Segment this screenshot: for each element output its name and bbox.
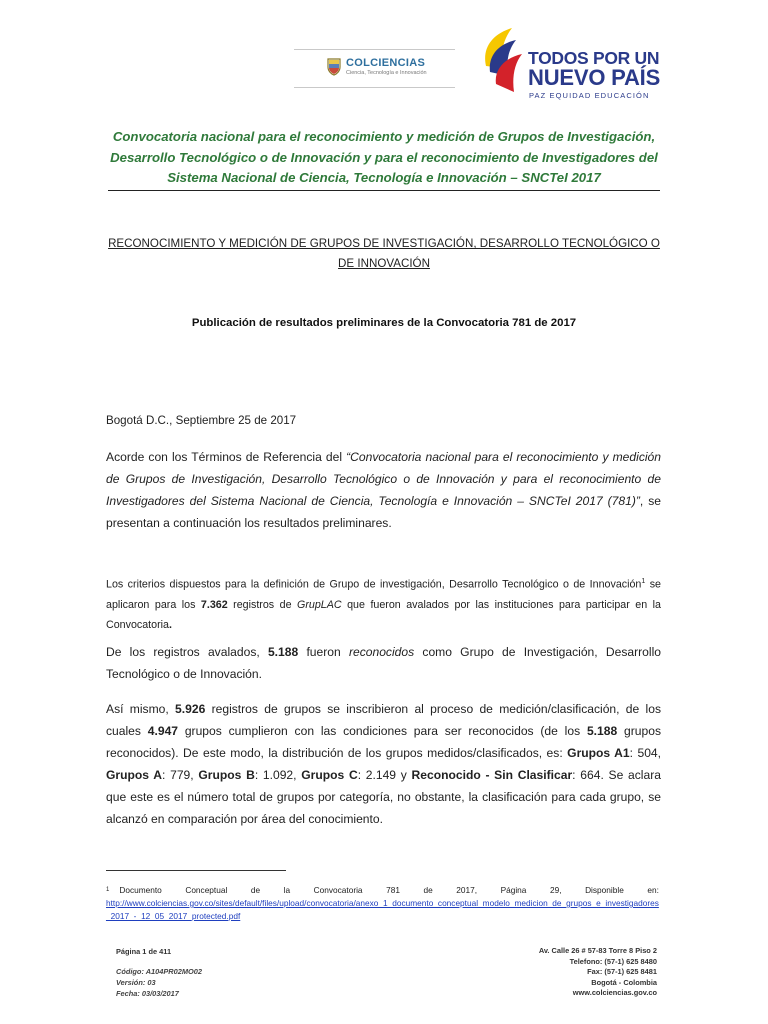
intro-tail: , se presentan a continuación los resultados preliminares. bbox=[106, 494, 661, 530]
footer-phone: Telefono: (57-1) 625 8480 bbox=[569, 956, 657, 966]
recognized-text: fueron bbox=[298, 645, 349, 659]
doc-code: Código: A104PR02MO02 bbox=[116, 967, 202, 976]
doc-date: Fecha: 03/03/2017 bbox=[116, 989, 179, 998]
criteria-paragraph bbox=[106, 572, 661, 635]
footnote bbox=[106, 884, 659, 923]
footnote-word: Convocatoria bbox=[313, 885, 363, 895]
footnote-word: la bbox=[283, 885, 291, 895]
recognized-unclassified-value: : 664 bbox=[572, 768, 601, 782]
recognized-count: 5.188 bbox=[267, 645, 299, 659]
title-line: Sistema Nacional de Ciencia, Tecnología e Innovación – SNCTeI 2017 bbox=[167, 170, 601, 185]
footnote-word: en: bbox=[647, 885, 659, 895]
slogan-line-2: NUEVO PAÍS bbox=[528, 65, 661, 90]
slogan-line-3: PAZ EQUIDAD EDUCACIÓN bbox=[529, 91, 650, 100]
footnote-marker[interactable]: 1 bbox=[641, 578, 646, 585]
colciencias-name: COLCIENCIAS bbox=[346, 57, 426, 69]
footer-fax: Fax: (57-1) 625 8481 bbox=[587, 967, 657, 977]
page-number: Página 1 de 411 bbox=[116, 947, 172, 956]
group-c-value: : 2.149 y bbox=[357, 768, 412, 782]
footer-left bbox=[116, 946, 202, 999]
footnote-word: 2017, bbox=[456, 885, 478, 895]
criteria-text: se aplicaron para los bbox=[106, 578, 662, 611]
classification-text: grupos reconocidos). De este modo, la distribución de los grupos medidos/clasificados, es: bbox=[106, 724, 661, 760]
criteria-end: . bbox=[168, 618, 172, 631]
footnote-link[interactable]: http://www.colciencias.gov.co/sites/default/files/upload/convocatoria/anexo_1_documento_conceptual_modelo_medicion_de_grupos_e_investigadores_2017_-_12_05_2017_protected.pdf bbox=[106, 898, 659, 921]
criteria-text: que fueron avalados por las instituciones para participar en la Convocatoria bbox=[106, 598, 661, 631]
title-line: Desarrollo Tecnológico o de Innovación y para el reconocimiento de Investigadores del bbox=[110, 149, 658, 165]
intro-paragraph bbox=[106, 446, 661, 534]
group-a1-label: Grupos A1 bbox=[567, 746, 630, 760]
recognized-text: como Grupo de Investigación, Desarrollo Tecnológico o de Innovación. bbox=[106, 645, 661, 681]
footnote-word: 29, bbox=[549, 885, 562, 895]
section-heading bbox=[108, 234, 660, 274]
title-divider bbox=[108, 190, 660, 191]
footer-website[interactable]: www.colciencias.gov.co bbox=[572, 988, 657, 998]
footnote-word: de bbox=[250, 885, 261, 895]
colciencias-tagline: Ciencia, Tecnología e Innovación bbox=[346, 70, 427, 76]
footnote-word: Documento bbox=[119, 885, 162, 895]
call-name: “Convocatoria nacional para el reconocimiento y medición de Grupos de Investigación, Desarrollo Tecnológico o de Innovación y para el reconocimiento de Investigadores del Sistema Nacional de Ciencia, Tecnología e Innovación – SNCTeI 2017 (781)” bbox=[106, 450, 661, 508]
section-heading-line: DE INNOVACIÓN bbox=[338, 257, 430, 270]
colombia-crest-icon bbox=[326, 57, 342, 76]
group-b-value: : 1.092, bbox=[254, 768, 302, 782]
recognized-word: reconocidos bbox=[348, 645, 415, 659]
publication-title: Publicación de resultados preliminares de la Convocatoria 781 de 2017 bbox=[191, 317, 577, 329]
criteria-text: registros de bbox=[227, 598, 298, 611]
group-a-label: Grupos A bbox=[106, 768, 163, 782]
recognized-text: De los registros avalados, bbox=[106, 645, 268, 659]
classification-text: . Se aclara que este es el número total de grupos por categoría, no obstante, la clasificación para cada grupo, se alcanzó en comparación por área del conocimiento. bbox=[106, 768, 661, 826]
classification-text: Así mismo, bbox=[106, 702, 176, 716]
footnote-word: 781 bbox=[386, 885, 400, 895]
group-a-value: : 779, bbox=[162, 768, 199, 782]
footnote-word: Conceptual bbox=[185, 885, 228, 895]
footer-city: Bogotá - Colombia bbox=[591, 977, 657, 987]
slogan-line-1: TODOS POR UN bbox=[528, 48, 660, 68]
section-heading-line: RECONOCIMIENTO Y MEDICIÓN DE GRUPOS DE INVESTIGACIÓN, DESARROLLO TECNOLÓGICO O bbox=[108, 237, 660, 250]
footnote-word bbox=[106, 884, 162, 897]
classification-text: grupos cumplieron con las condiciones para ser reconocidos (de los bbox=[178, 724, 587, 738]
classification-text: registros de grupos se inscribieron al proceso de medición/clasificación, de los cuales bbox=[106, 702, 661, 738]
gruplac-term: GrupLAC bbox=[297, 598, 342, 611]
footnote-line bbox=[106, 884, 659, 897]
group-c-label: Grupos C bbox=[301, 768, 358, 782]
criteria-text: Los criterios dispuestos para la definición de Grupo de investigación, Desarrollo Tecnológico o de Innovación bbox=[106, 578, 642, 591]
group-b-label: Grupos B bbox=[198, 768, 255, 782]
group-a1-value: : 504, bbox=[629, 746, 661, 760]
title-line: Convocatoria nacional para el reconocimiento y medición de Grupos de Investigación, bbox=[112, 129, 656, 144]
footnote-word: Disponible bbox=[585, 885, 624, 895]
document-title bbox=[108, 127, 660, 189]
todos-por-un-nuevo-pais-logo-icon bbox=[478, 26, 528, 102]
intro-lead: Acorde con los Términos de Referencia del bbox=[106, 450, 347, 464]
document-date: Bogotá D.C., Septiembre 25 de 2017 bbox=[106, 414, 297, 427]
footnote-number: 1 bbox=[106, 887, 110, 893]
footer-right bbox=[539, 946, 657, 999]
footer-address: Av. Calle 26 # 57-83 Torre 8 Piso 2 bbox=[538, 946, 657, 955]
complied-count: 4.947 bbox=[147, 724, 179, 738]
recognized-paragraph bbox=[106, 641, 661, 685]
registered-count: 5.926 bbox=[175, 702, 206, 716]
footnote-word: Página bbox=[500, 885, 527, 895]
grouplac-count: 7.362 bbox=[200, 598, 228, 611]
recognized-unclassified-label: Reconocido - Sin Clasificar bbox=[411, 768, 573, 782]
footnote-word: de bbox=[423, 885, 433, 895]
footnote-divider bbox=[106, 870, 286, 871]
doc-version: Versión: 03 bbox=[116, 978, 156, 987]
classification-paragraph bbox=[106, 698, 661, 830]
recognized-count: 5.188 bbox=[586, 724, 618, 738]
